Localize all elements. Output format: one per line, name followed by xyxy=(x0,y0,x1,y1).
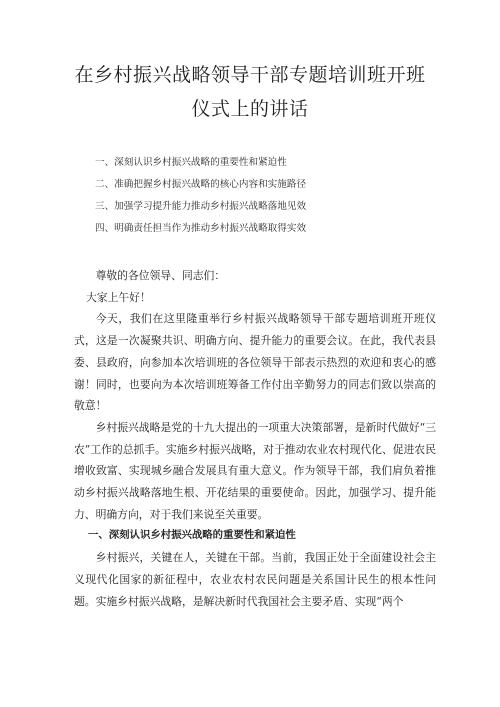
toc-item: 二、准确把握乡村振兴战略的核心内容和实施路径 xyxy=(95,179,307,190)
paragraph: 今天，我们在这里隆重举行乡村振兴战略领导干部专题培训班开班仪式，这是一次凝聚共识、明确方向、提升能力的重要会议。在此，我代表县委、县政府，向参加本次培训班的各位领导干部表示热烈的欢迎和衷心的感谢！同时，也要向为本次培训班筹备工作付出辛勤努力的同志们致以崇高的敬意！ xyxy=(74,312,436,413)
toc-item: 四、明确责任担当作为推动乡村振兴战略取得实效 xyxy=(95,223,307,234)
paragraph: 乡村振兴，关键在人，关键在干部。当前，我国正处于全面建设社会主义现代化国家的新征程中，农业农村农民问题是关系国计民生的根本性问题。实施乡村振兴战略，是解决新时代我国社会主要矛盾、实现“两个 xyxy=(74,551,436,608)
speech-body xyxy=(74,265,436,612)
greeting: 大家上午好！ xyxy=(86,290,151,304)
salutation: 尊敬的各位领导、同志们： xyxy=(95,269,226,282)
table-of-contents xyxy=(95,152,425,240)
document-title-line2: 仪式上的讲话 xyxy=(191,98,309,120)
section-heading: 一、深刻认识乡村振兴战略的重要性和紧迫性 xyxy=(88,529,296,542)
paragraph: 乡村振兴战略是党的十九大提出的一项重大决策部署，是新时代做好“三农”工作的总抓手。实施乡村振兴战略，对于推动农业农村现代化、促进农民增收致富、实现城乡融合发展具有重大意义。作为领导干部，我们肩负着推动乡村振兴战略落地生根、开花结果的重要使命。因此，加强学习、提升能力、明确方向，对于我们来说至关重要。 xyxy=(74,420,436,521)
toc-item: 一、深刻认识乡村振兴战略的重要性和紧迫性 xyxy=(95,157,287,168)
toc-item: 三、加强学习提升能力推动乡村振兴战略落地见效 xyxy=(95,201,307,212)
document-title-line1: 在乡村振兴战略领导干部专题培训班开班 xyxy=(74,64,426,86)
